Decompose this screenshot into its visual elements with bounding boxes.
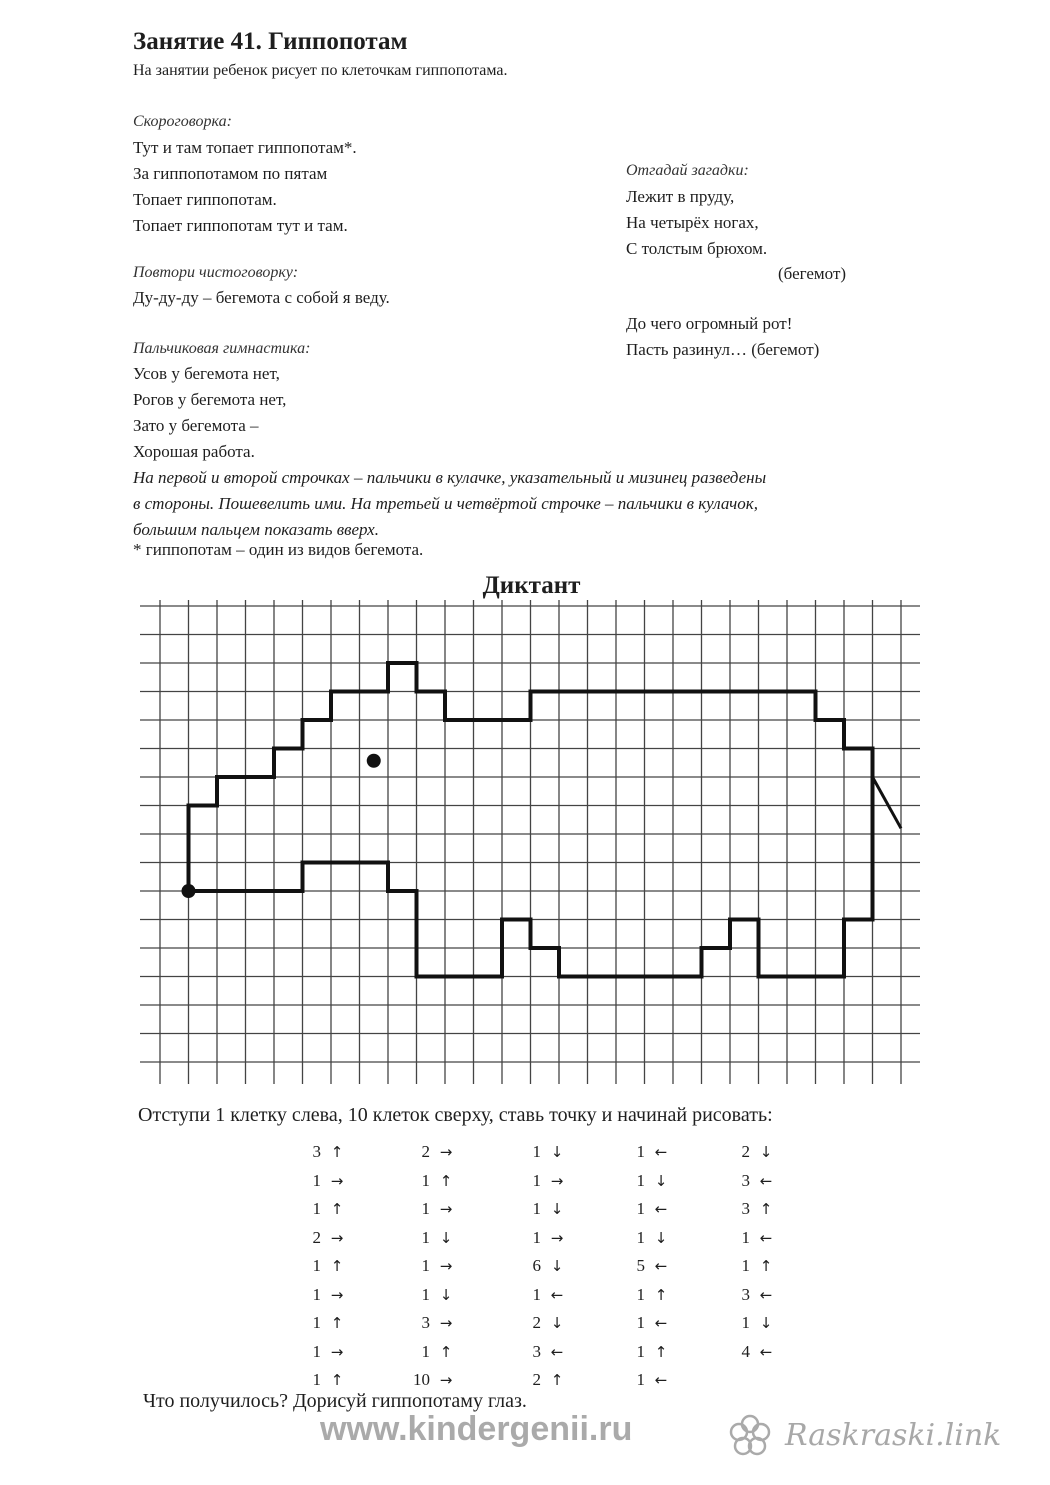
step-count: 1 (312, 1341, 321, 1361)
step-count: 1 (421, 1170, 430, 1190)
riddle-one (626, 184, 767, 262)
hippo-eye (367, 754, 381, 768)
grid-lines (140, 600, 920, 1084)
step-count: 3 (421, 1313, 430, 1333)
command-step (404, 1252, 462, 1281)
command-step (515, 1224, 573, 1253)
step-count: 1 (421, 1256, 430, 1276)
command-step (724, 1167, 782, 1196)
riddle-line: С толстым брюхом. (626, 239, 768, 258)
step-count: 10 (413, 1370, 430, 1390)
dictation-instruction: Отступи 1 клетку слева, 10 клеток сверху, ставь точку и начинай рисовать: (138, 1104, 773, 1126)
tongue-twister (133, 135, 357, 239)
arrow-up-icon: ↑ (330, 1257, 344, 1276)
command-step (295, 1138, 353, 1167)
step-count: 5 (636, 1256, 645, 1276)
tongue-twister-line: За гиппопотамом по пятам (133, 164, 328, 183)
arrow-down-icon: ↓ (439, 1285, 453, 1304)
riddle-two-line: До чего огромный рот! (626, 314, 793, 333)
arrow-down-icon: ↓ (759, 1314, 773, 1333)
command-step (404, 1224, 462, 1253)
arrow-right-icon: → (550, 1171, 564, 1190)
arrow-up-icon: ↑ (550, 1371, 564, 1390)
hippo-tail (873, 777, 902, 828)
arrow-right-icon: → (439, 1257, 453, 1276)
dictation-title: Диктант (482, 572, 581, 599)
arrow-up-icon: ↑ (654, 1342, 668, 1361)
command-step (404, 1309, 462, 1338)
step-count: 1 (636, 1284, 645, 1304)
arrow-left-icon: ← (550, 1285, 564, 1304)
site-watermark: www.kindergenii.ru (320, 1410, 633, 1448)
step-count: 1 (421, 1284, 430, 1304)
arrow-left-icon: ← (759, 1228, 773, 1247)
step-count: 1 (421, 1227, 430, 1247)
command-step (619, 1309, 677, 1338)
riddle-two-line: Пасть разинул… (бегемот) (626, 340, 820, 359)
riddle-line: На четырёх ногах, (626, 213, 759, 232)
instruction-line: в стороны. Пошевелить ими. На третьей и четвёртой строчке – пальчики в кулачок, (133, 494, 758, 513)
arrow-up-icon: ↑ (439, 1342, 453, 1361)
arrow-left-icon: ← (759, 1285, 773, 1304)
footnote: * гиппопотам – один из видов бегемота. (133, 540, 424, 559)
command-step (404, 1138, 462, 1167)
arrow-down-icon: ↓ (550, 1314, 564, 1333)
step-count: 3 (741, 1199, 750, 1219)
arrow-right-icon: → (330, 1285, 344, 1304)
graph-paper-grid (140, 600, 920, 1090)
command-step (295, 1224, 353, 1253)
arrow-down-icon: ↓ (654, 1171, 668, 1190)
step-count: 1 (421, 1199, 430, 1219)
command-step (404, 1338, 462, 1367)
command-column (295, 1138, 353, 1395)
step-count: 2 (421, 1142, 430, 1162)
command-step (619, 1224, 677, 1253)
command-step (404, 1281, 462, 1310)
step-count: 2 (741, 1142, 750, 1162)
step-count: 1 (312, 1370, 321, 1390)
arrow-left-icon: ← (759, 1171, 773, 1190)
arrow-left-icon: ← (654, 1257, 668, 1276)
command-step (724, 1224, 782, 1253)
command-step (404, 1195, 462, 1224)
arrow-up-icon: ↑ (654, 1285, 668, 1304)
command-step (724, 1138, 782, 1167)
page-title: Занятие 41. Гиппопотам (133, 28, 408, 55)
step-count: 6 (532, 1256, 541, 1276)
step-count: 1 (532, 1284, 541, 1304)
arrow-up-icon: ↑ (439, 1171, 453, 1190)
arrow-left-icon: ← (654, 1200, 668, 1219)
command-step (619, 1138, 677, 1167)
command-step (515, 1195, 573, 1224)
command-step (295, 1167, 353, 1196)
command-step (295, 1195, 353, 1224)
arrow-up-icon: ↑ (330, 1143, 344, 1162)
command-step (724, 1338, 782, 1367)
finger-gym (133, 361, 286, 465)
result-question: Что получилось? Дорисуй гиппопотаму глаз. (143, 1390, 527, 1412)
command-step (724, 1195, 782, 1224)
arrow-down-icon: ↓ (759, 1143, 773, 1162)
step-count: 1 (636, 1227, 645, 1247)
arrow-right-icon: → (330, 1342, 344, 1361)
pure-phrase-heading: Повтори чистоговорку: (133, 264, 299, 281)
command-step (515, 1281, 573, 1310)
command-step (515, 1252, 573, 1281)
command-step (724, 1252, 782, 1281)
step-count: 1 (636, 1142, 645, 1162)
command-step (295, 1309, 353, 1338)
step-count: 1 (636, 1313, 645, 1333)
command-step (619, 1281, 677, 1310)
riddles-heading: Отгадай загадки: (626, 162, 749, 179)
finger-line: Рогов у бегемота нет, (133, 390, 287, 409)
arrow-down-icon: ↓ (550, 1200, 564, 1219)
finger-line: Зато у бегемота – (133, 416, 259, 435)
command-step (724, 1309, 782, 1338)
arrow-right-icon: → (330, 1228, 344, 1247)
arrow-right-icon: → (439, 1143, 453, 1162)
arrow-left-icon: ← (550, 1342, 564, 1361)
arrow-left-icon: ← (654, 1371, 668, 1390)
command-step (515, 1309, 573, 1338)
page-subtitle: На занятии ребенок рисует по клеточкам гиппопотама. (133, 62, 508, 79)
arrow-left-icon: ← (759, 1342, 773, 1361)
command-step (295, 1252, 353, 1281)
step-count: 1 (741, 1256, 750, 1276)
tongue-twister-line: Топает гиппопотам. (133, 190, 277, 209)
step-count: 1 (532, 1227, 541, 1247)
command-column (724, 1138, 782, 1366)
arrow-down-icon: ↓ (550, 1143, 564, 1162)
step-count: 1 (312, 1313, 321, 1333)
finger-gym-heading: Пальчиковая гимнастика: (133, 340, 311, 357)
start-point-dot (182, 884, 196, 898)
step-count: 1 (636, 1370, 645, 1390)
command-step (515, 1138, 573, 1167)
step-count: 1 (312, 1256, 321, 1276)
arrow-down-icon: ↓ (550, 1257, 564, 1276)
step-count: 4 (741, 1341, 750, 1361)
command-step (619, 1195, 677, 1224)
tongue-twister-heading: Скороговорка: (133, 113, 232, 130)
arrow-down-icon: ↓ (439, 1228, 453, 1247)
command-step (515, 1338, 573, 1367)
riddle-answer: (бегемот) (778, 264, 847, 283)
command-step (724, 1281, 782, 1310)
arrow-right-icon: → (439, 1200, 453, 1219)
arrow-left-icon: ← (654, 1143, 668, 1162)
finger-line: Хорошая работа. (133, 442, 255, 461)
step-count: 1 (312, 1170, 321, 1190)
tongue-twister-line: Тут и там топает гиппопотам*. (133, 138, 357, 157)
instruction-line: На первой и второй строчках – пальчики в кулачке, указательный и мизинец разведены (133, 468, 767, 487)
command-step (515, 1167, 573, 1196)
step-count: 1 (312, 1199, 321, 1219)
brand-watermark: Raskraski.link (785, 1418, 1002, 1453)
pure-phrase: Ду-ду-ду – бегемота с собой я веду. (133, 288, 390, 307)
arrow-right-icon: → (330, 1171, 344, 1190)
command-column (515, 1138, 573, 1395)
command-step (619, 1366, 677, 1395)
flower-icon (728, 1414, 772, 1458)
arrow-left-icon: ← (654, 1314, 668, 1333)
command-step (619, 1252, 677, 1281)
arrow-right-icon: → (439, 1314, 453, 1333)
step-count: 1 (636, 1199, 645, 1219)
step-count: 2 (312, 1227, 321, 1247)
arrow-up-icon: ↑ (759, 1257, 773, 1276)
step-count: 3 (741, 1284, 750, 1304)
command-step (619, 1338, 677, 1367)
finger-line: Усов у бегемота нет, (133, 364, 280, 383)
step-count: 3 (532, 1341, 541, 1361)
step-count: 1 (532, 1170, 541, 1190)
command-column (404, 1138, 462, 1395)
arrow-up-icon: ↑ (330, 1200, 344, 1219)
instruction-line: большим пальцем показать вверх. (133, 520, 379, 539)
arrow-right-icon: → (550, 1228, 564, 1247)
tongue-twister-line: Топает гиппопотам тут и там. (133, 216, 348, 235)
step-count: 1 (532, 1199, 541, 1219)
step-count: 3 (312, 1142, 321, 1162)
command-step (404, 1167, 462, 1196)
step-count: 1 (636, 1170, 645, 1190)
arrow-right-icon: → (439, 1371, 453, 1390)
step-count: 1 (421, 1341, 430, 1361)
riddle-line: Лежит в пруду, (626, 187, 735, 206)
command-step (295, 1281, 353, 1310)
step-count: 1 (636, 1341, 645, 1361)
arrow-down-icon: ↓ (654, 1228, 668, 1247)
arrow-up-icon: ↑ (330, 1371, 344, 1390)
command-column (619, 1138, 677, 1395)
step-count: 2 (532, 1313, 541, 1333)
step-count: 1 (741, 1313, 750, 1333)
step-count: 1 (312, 1284, 321, 1304)
step-count: 3 (741, 1170, 750, 1190)
finger-instructions (133, 465, 953, 543)
step-count: 1 (741, 1227, 750, 1247)
arrow-up-icon: ↑ (759, 1200, 773, 1219)
step-count: 2 (532, 1370, 541, 1390)
arrow-up-icon: ↑ (330, 1314, 344, 1333)
command-step (295, 1338, 353, 1367)
command-step (619, 1167, 677, 1196)
step-count: 1 (532, 1142, 541, 1162)
